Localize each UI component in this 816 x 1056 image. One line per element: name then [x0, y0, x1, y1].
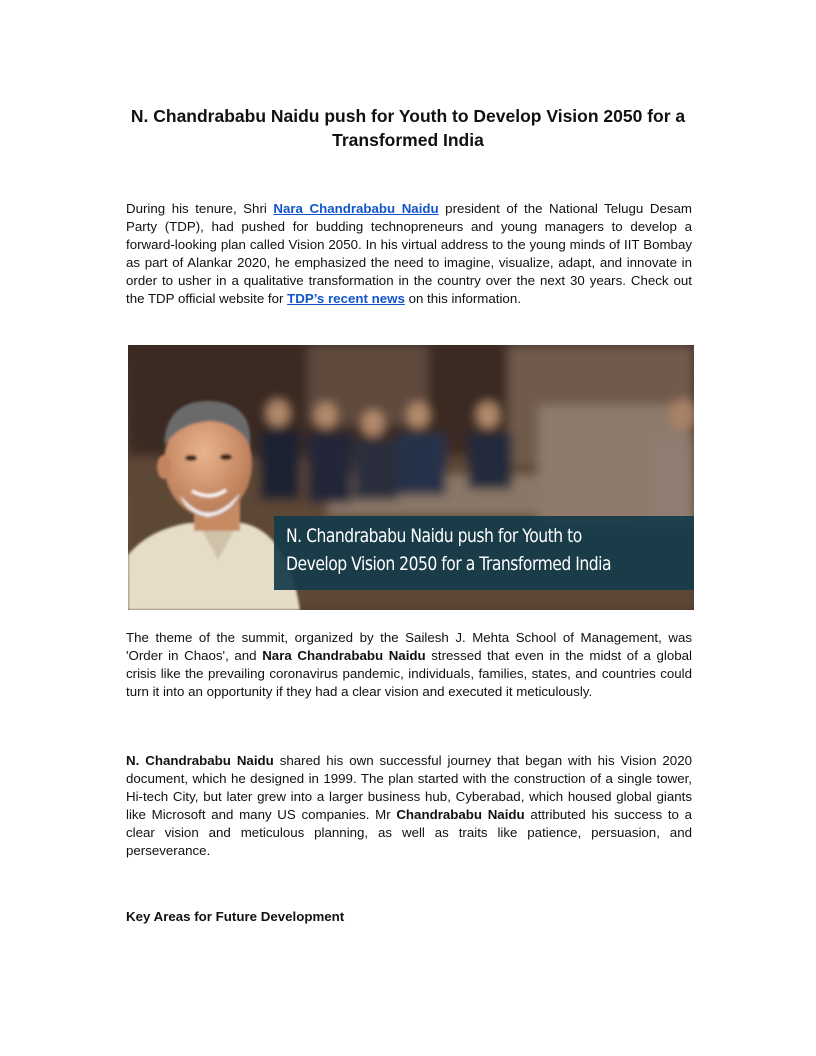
- journey-paragraph: [126, 752, 692, 860]
- banner-caption-line-1: N. Chandrababu Naidu push for Youth to: [286, 525, 582, 547]
- text-span: on this information.: [404, 291, 521, 306]
- text-span: president of the National Telugu Desam Party (TDP), had pushed for budding technopreneurs and young managers to develop a forward-looking plan called Vision 2050. In his virtual address to the young minds of IIT Bombay as part of Alankar 2020, he emphasized the need to imagine, visualize, adapt, and innovate in order to usher in a qualitative transformation in the country over the next 30 years. Check out the TDP official website for: [126, 201, 692, 306]
- article-banner-image: [128, 345, 694, 610]
- bold-name: Chandrababu Naidu: [396, 807, 525, 822]
- intro-paragraph: [126, 200, 692, 308]
- article-title: N. Chandrababu Naidu push for Youth to Develop Vision 2050 for a Transformed India: [130, 106, 686, 150]
- bold-name: N. Chandrababu Naidu: [126, 753, 274, 768]
- banner-caption: [274, 516, 694, 590]
- text-span: During his tenure, Shri: [126, 201, 274, 216]
- text-span: shared his own successful journey that began with his Vision 2020 document, which he designed in 1999. The plan started with the construction of a single tower, Hi-tech City, but later grew into a larger business hub, Cyberabad, which housed global giants like Microsoft and many US companies. Mr: [126, 753, 692, 822]
- text-span: attributed his success to a clear vision and meticulous planning, as well as traits like patience, persuasion, and perseverance.: [126, 807, 692, 858]
- summit-paragraph: [126, 629, 692, 701]
- text-span: The theme of the summit, organized by the Sailesh J. Mehta School of Management, was 'Order in Chaos', and: [126, 630, 692, 663]
- naidu-link[interactable]: Nara Chandrababu Naidu: [273, 201, 439, 216]
- section-heading: Key Areas for Future Development: [126, 909, 345, 924]
- bold-name: Nara Chandrababu Naidu: [262, 648, 426, 663]
- banner-caption-line-2: Develop Vision 2050 for a Transformed India: [286, 553, 612, 575]
- tdp-news-link[interactable]: TDP’s recent news: [287, 291, 405, 306]
- text-span: stressed that even in the midst of a global crisis like the prevailing coronavirus pandemic, individuals, families, states, and countries could turn it into an opportunity if they had a clear vision and executed it meticulously.: [126, 648, 693, 699]
